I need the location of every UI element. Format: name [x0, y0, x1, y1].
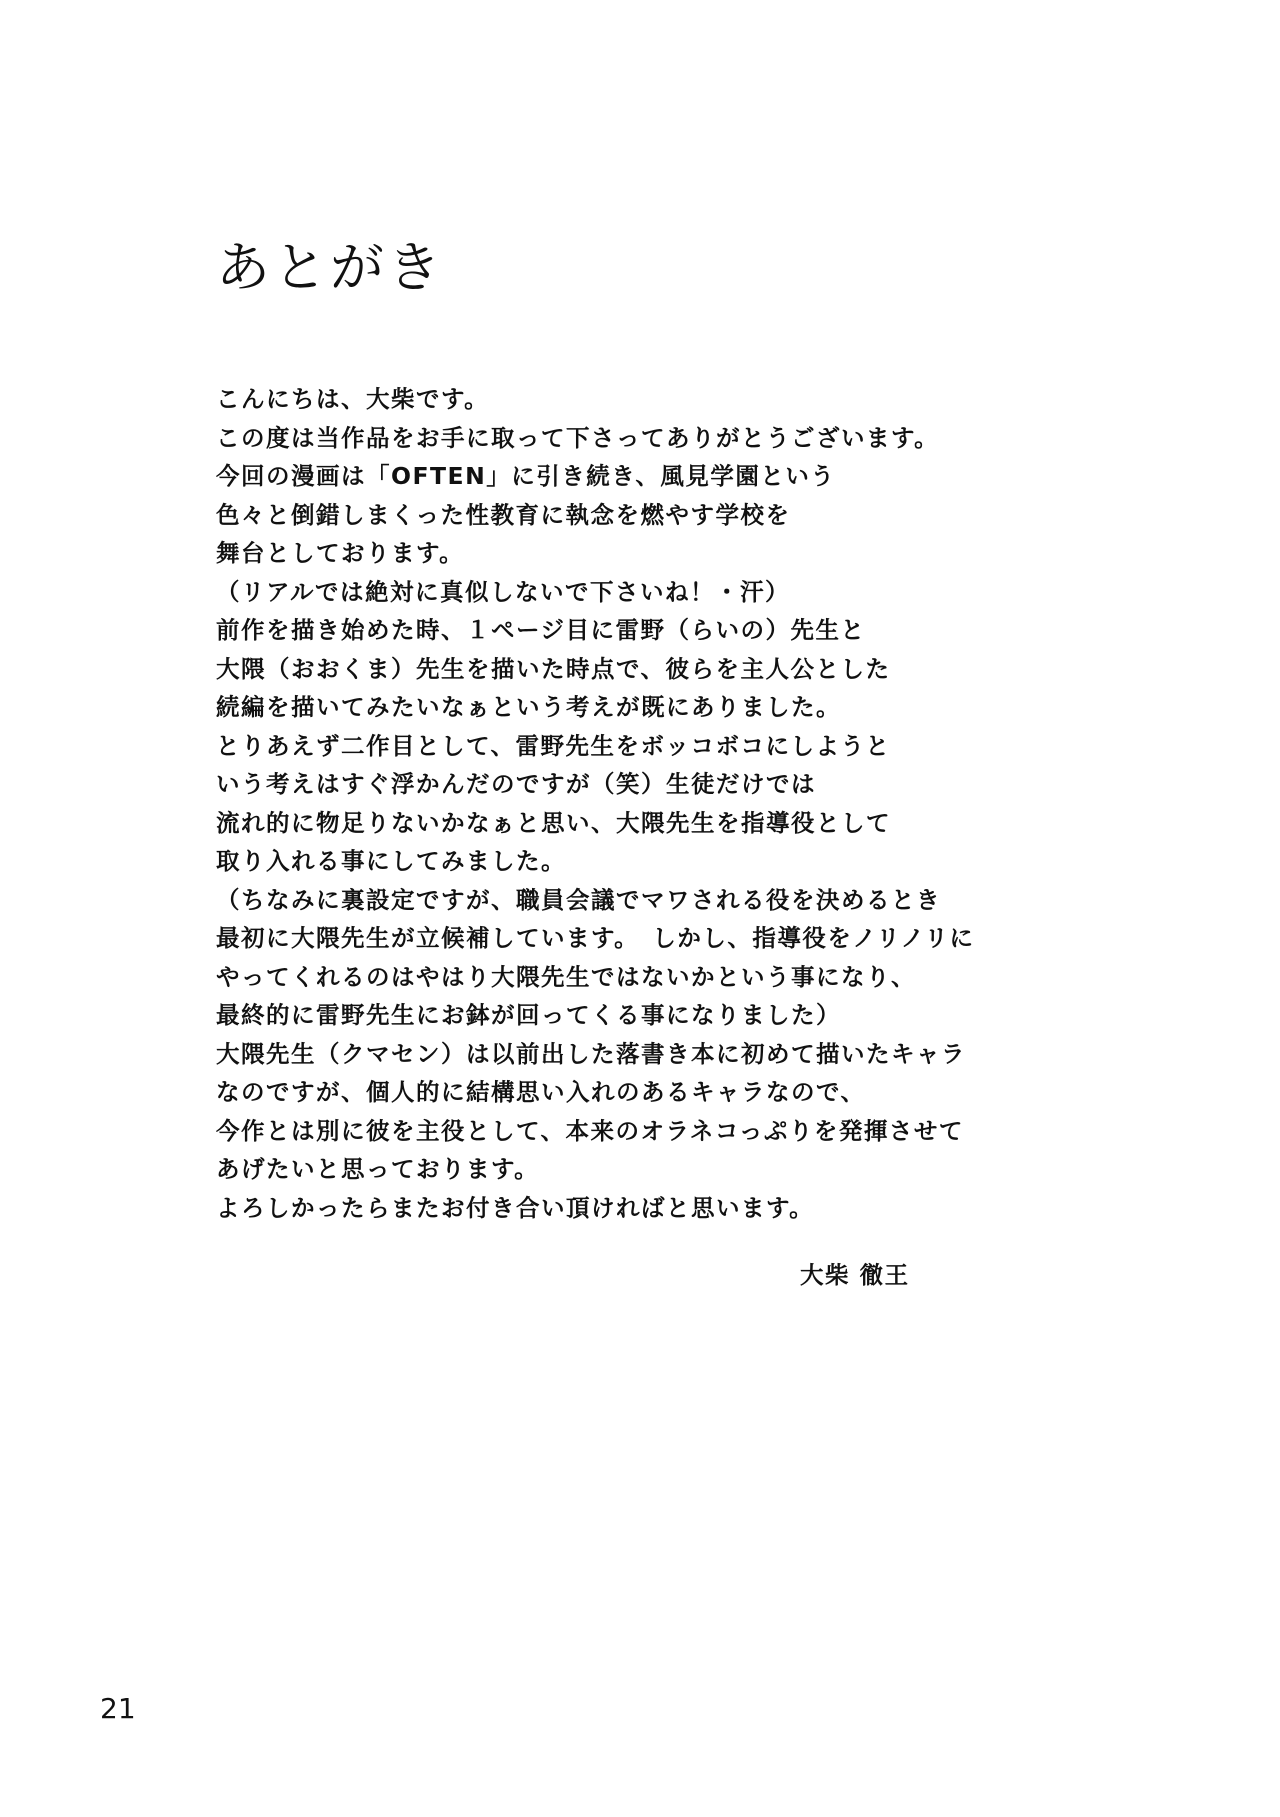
- body-line: （リアルでは絶対に真似しないで下さいね！・汗）: [216, 577, 791, 606]
- afterword-body: [216, 380, 1076, 1227]
- page-number: 21: [100, 1692, 136, 1725]
- body-line: なのですが、個人的に結構思い入れのあるキャラなので、: [216, 1078, 866, 1106]
- body-line: 今作とは別に彼を主役として、本来のオラネコっぷりを発揮させて: [216, 1116, 964, 1145]
- body-line: やってくれるのはやはり大隈先生ではないかという事になり、: [216, 962, 916, 991]
- body-line: 大隈先生（クマセン）は以前出した落書き本に初めて描いたキャラ: [216, 1039, 966, 1068]
- body-line: 今回の漫画は「OFTEN」に引き続き、風見学園という: [216, 462, 836, 490]
- body-line: 色々と倒錯しまくった性教育に執念を燃やす学校を: [216, 500, 791, 529]
- author-signature: 大柴 徹王: [800, 1261, 910, 1289]
- body-line: よろしかったらまたお付き合い頂ければと思います。: [216, 1193, 815, 1222]
- body-line: とりあえず二作目として、雷野先生をボッコボコにしようと: [216, 731, 891, 760]
- body-line: いう考えはすぐ浮かんだのですが（笑）生徒だけでは: [216, 770, 816, 798]
- body-line: こんにちは、大柴です。: [216, 385, 490, 413]
- body-line: 流れ的に物足りないかなぁと思い、大隈先生を指導役として: [216, 808, 891, 837]
- body-line: （ちなみに裏設定ですが、職員会議でマワされる役を決めるとき: [216, 885, 941, 914]
- body-line: 舞台としております。: [216, 539, 465, 567]
- body-line: この度は当作品をお手に取って下さってありがとうございます。: [216, 423, 940, 452]
- body-line: 最終的に雷野先生にお鉢が回ってくる事になりました）: [216, 1001, 841, 1029]
- page-title: あとがき: [216, 236, 444, 299]
- body-line: 続編を描いてみたいなぁという考えが既にありました。: [216, 693, 841, 721]
- body-line: あげたいと思っております。: [216, 1155, 540, 1183]
- body-line: 最初に大隈先生が立候補しています。 しかし、指導役をノリノリに: [216, 924, 975, 952]
- body-line: 大隈（おおくま）先生を描いた時点で、彼らを主人公とした: [216, 654, 891, 683]
- body-line: 取り入れる事にしてみました。: [216, 847, 566, 875]
- body-line: 前作を描き始めた時、１ページ目に雷野（らいの）先生と: [216, 616, 866, 644]
